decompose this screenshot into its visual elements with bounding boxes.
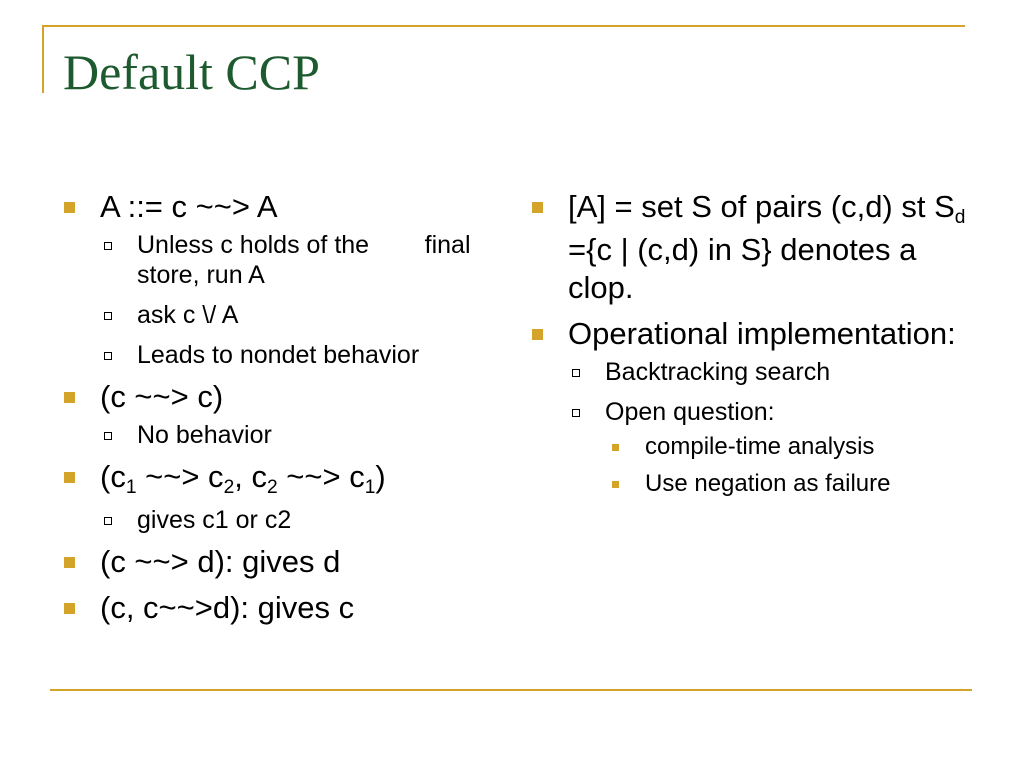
slide-title: Default CCP [63,44,320,100]
bullet-item [530,188,980,307]
bullet-item [62,458,512,535]
hollow-square-bullet-icon [104,517,112,525]
sub-sub-bullet-item [605,431,980,463]
sub-bullet-list [100,420,512,450]
square-bullet-icon [64,392,75,403]
sub-bullet-item [568,397,980,500]
bullet-text: (c, c~~>d): gives c [100,590,355,625]
sub-bullet-item [100,300,512,330]
small-square-bullet-icon [612,481,619,488]
text-part: ={c | (c,d) in S} denotes a clop. [568,232,917,305]
text-part: ~~> c [136,459,224,494]
sub-bullet-item [100,505,512,535]
square-bullet-icon [64,472,75,483]
bullet-item [62,378,512,450]
square-bullet-icon [64,557,75,568]
sub-bullet-text: gives c1 or c2 [137,506,292,534]
hollow-square-bullet-icon [572,409,580,417]
bullet-text: A ::= c ~~> A [100,189,278,224]
text-part: (c [100,459,126,494]
subscript: 2 [223,476,235,498]
bullet-item [530,315,980,500]
hollow-square-bullet-icon [104,432,112,440]
sub-sub-bullet-list [605,431,980,500]
right-column [530,188,980,500]
top-frame-line [42,25,965,27]
sub-bullet-item [100,340,512,370]
text-part: ) [375,459,386,494]
left-frame-line [42,25,44,93]
sub-bullet-text: Backtracking search [605,358,831,386]
subscript: 1 [125,476,137,498]
right-bullet-list [530,188,980,500]
hollow-square-bullet-icon [104,352,112,360]
subscript: 2 [266,476,278,498]
bullet-item [62,589,512,627]
bottom-rule-line [50,689,972,691]
square-bullet-icon [64,202,75,213]
hollow-square-bullet-icon [104,242,112,250]
bullet-text: Operational implementation: [568,316,956,351]
subscript: d [954,206,966,228]
sub-sub-bullet-text: compile-time analysis [645,433,875,460]
bullet-text: (c ~~> d): gives d [100,544,341,579]
left-bullet-list [62,188,512,627]
sub-bullet-list [100,505,512,535]
bullet-text: (c ~~> c) [100,379,224,414]
sub-bullet-list [568,357,980,500]
bullet-item [62,188,512,370]
sub-bullet-text: Open question: [605,398,775,426]
square-bullet-icon [532,202,543,213]
sub-bullet-item [568,357,980,387]
sub-sub-bullet-item [605,468,980,500]
sub-bullet-text: ask c \/ A [137,301,239,329]
sub-sub-bullet-text: Use negation as failure [645,470,891,497]
bullet-text [100,459,386,498]
sub-bullet-text: Leads to nondet behavior [137,341,420,369]
bullet-text [568,189,965,305]
sub-bullet-item [100,230,512,290]
sub-bullet-list [100,230,512,370]
hollow-square-bullet-icon [104,312,112,320]
subscript: 1 [364,476,376,498]
text-part: [A] = set S of pairs (c,d) st S [568,189,955,224]
text-part: ~~> c [277,459,365,494]
square-bullet-icon [64,603,75,614]
bullet-item [62,543,512,581]
left-column [62,188,512,627]
text-part: , c [234,459,267,494]
sub-bullet-text: No behavior [137,421,272,449]
sub-bullet-text: Unless c holds of the final store, run A [137,231,471,289]
small-square-bullet-icon [612,444,619,451]
hollow-square-bullet-icon [572,369,580,377]
square-bullet-icon [532,329,543,340]
sub-bullet-item [100,420,512,450]
